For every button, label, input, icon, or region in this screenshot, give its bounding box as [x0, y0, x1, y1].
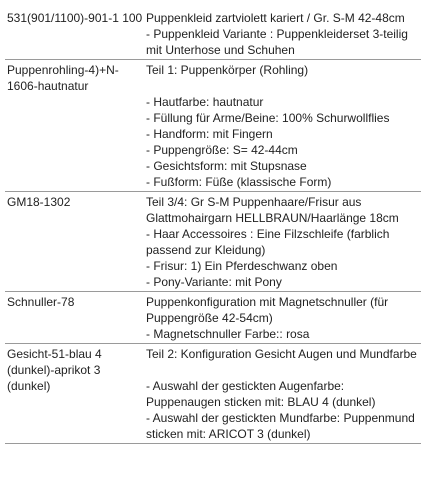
description-line: - Pony-Variante: mit Pony [146, 275, 282, 289]
table-row [5, 344, 421, 444]
item-description [145, 8, 421, 60]
description-line: - Puppengröße: S= 42-44cm [146, 143, 298, 157]
description-line: - Auswahl der gestickten Augenfarbe: Puppenaugen sticken mit: BLAU 4 (dunkel) [146, 379, 376, 409]
description-line: Teil 1: Puppenkörper (Rohling) [146, 63, 309, 77]
description-spacer [146, 78, 421, 94]
description-line: Teil 2: Konfiguration Gesicht Augen und Mundfarbe [146, 347, 417, 361]
description-line: Teil 3/4: Gr S-M Puppenhaare/Frisur aus Glattmohairgarn HELLBRAUN/Haarlänge 18cm [146, 195, 399, 225]
table-row [5, 60, 421, 192]
item-code: GM18-1302 [5, 192, 145, 292]
item-description [145, 344, 421, 444]
description-spacer [146, 362, 421, 378]
table-row [5, 292, 421, 344]
description-line: - Frisur: 1) Ein Pferdeschwanz oben [146, 259, 338, 273]
item-description [145, 60, 421, 192]
description-line: - Hautfarbe: hautnatur [146, 95, 264, 109]
item-description [145, 192, 421, 292]
description-line: - Füllung für Arme/Beine: 100% Schurwollflies [146, 111, 390, 125]
order-items-table [5, 8, 421, 444]
description-line: - Puppenkleid Variante : Puppenkleiderset 3-teilig mit Unterhose und Schuhen [146, 27, 408, 57]
description-line: - Haar Accessoires : Eine Filzschleife (farblich passend zur Kleidung) [146, 227, 390, 257]
description-line: - Fußform: Füße (klassische Form) [146, 175, 332, 189]
description-line: Puppenkleid zartviolett kariert / Gr. S-M 42-48cm [146, 11, 405, 25]
item-code: Gesicht-51-blau 4 (dunkel)-aprikot 3 (dunkel) [5, 344, 145, 444]
table-row [5, 192, 421, 292]
description-line: Puppenkonfiguration mit Magnetschnuller (für Puppengröße 42-54cm) [146, 295, 389, 325]
description-line: - Gesichtsform: mit Stupsnase [146, 159, 307, 173]
item-code: Puppenrohling-4)+N-1606-hautnatur [5, 60, 145, 192]
description-line: - Magnetschnuller Farbe:: rosa [146, 327, 310, 341]
item-code: 531(901/1100)-901-1 100 [5, 8, 145, 60]
description-line: - Auswahl der gestickten Mundfarbe: Puppenmund sticken mit: ARICOT 3 (dunkel) [146, 411, 415, 441]
item-code: Schnuller-78 [5, 292, 145, 344]
description-line: - Handform: mit Fingern [146, 127, 273, 141]
order-items-body [5, 8, 421, 444]
item-description [145, 292, 421, 344]
table-row [5, 8, 421, 60]
